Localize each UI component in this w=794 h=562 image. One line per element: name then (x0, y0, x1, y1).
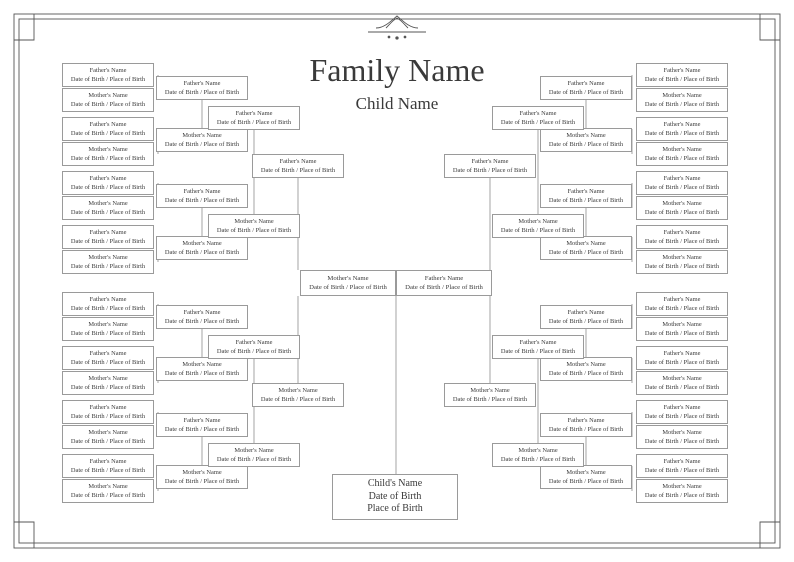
father-name-label: Father's Name (567, 417, 605, 424)
father-name-label: Father's Name (663, 404, 701, 411)
father-name-label: Father's Name (89, 175, 127, 182)
mother-box (636, 317, 728, 341)
child-box-name: Child's Name (367, 478, 423, 490)
birth-label: Date of Birth / Place of Birth (70, 438, 146, 445)
child-box-birth-place: Place of Birth (367, 503, 423, 515)
birth-label: Date of Birth / Place of Birth (644, 305, 720, 312)
mother-box (636, 250, 728, 274)
birth-label: Date of Birth / Place of Birth (216, 348, 292, 355)
mother-name-label: Mother's Name (327, 275, 369, 282)
mother-box (636, 425, 728, 449)
mother-box (156, 236, 248, 260)
father-box (636, 400, 728, 424)
mother-box (156, 465, 248, 489)
father-box (62, 454, 154, 478)
mother-name-label: Mother's Name (470, 387, 510, 394)
birth-label: Date of Birth / Place of Birth (548, 249, 624, 256)
mother-name-label: Mother's Name (182, 469, 222, 476)
mother-name-label: Mother's Name (88, 200, 128, 207)
father-name-label: Father's Name (89, 458, 127, 465)
mother-name-label: Mother's Name (182, 361, 222, 368)
mother-name-label: Mother's Name (88, 254, 128, 261)
birth-label: Date of Birth / Place of Birth (164, 318, 240, 325)
mother-box (156, 128, 248, 152)
birth-label: Date of Birth / Place of Birth (548, 197, 624, 204)
mother-name-label: Mother's Name (518, 447, 558, 454)
father-box (396, 270, 492, 296)
father-box (62, 63, 154, 87)
birth-label: Date of Birth / Place of Birth (70, 359, 146, 366)
mother-box (636, 371, 728, 395)
birth-label: Date of Birth / Place of Birth (70, 263, 146, 270)
child-box (332, 474, 458, 520)
father-name-label: Father's Name (567, 80, 605, 87)
mother-name-label: Mother's Name (662, 146, 702, 153)
birth-label: Date of Birth / Place of Birth (309, 284, 387, 291)
mother-name-label: Mother's Name (662, 92, 702, 99)
father-name-label: Father's Name (279, 158, 317, 165)
birth-label: Date of Birth / Place of Birth (644, 238, 720, 245)
father-box (208, 335, 300, 359)
father-name-label: Father's Name (471, 158, 509, 165)
father-name-label: Father's Name (663, 229, 701, 236)
mother-name-label: Mother's Name (566, 132, 606, 139)
mother-name-label: Mother's Name (88, 375, 128, 382)
birth-label: Date of Birth / Place of Birth (164, 426, 240, 433)
father-box (636, 117, 728, 141)
father-box (636, 292, 728, 316)
father-name-label: Father's Name (235, 339, 273, 346)
birth-label: Date of Birth / Place of Birth (70, 330, 146, 337)
birth-label: Date of Birth / Place of Birth (644, 359, 720, 366)
mother-name-label: Mother's Name (518, 218, 558, 225)
birth-label: Date of Birth / Place of Birth (500, 119, 576, 126)
father-name-label: Father's Name (519, 110, 557, 117)
mother-name-label: Mother's Name (566, 469, 606, 476)
father-box (62, 225, 154, 249)
mother-name-label: Mother's Name (662, 375, 702, 382)
father-box (492, 335, 584, 359)
birth-label: Date of Birth / Place of Birth (548, 318, 624, 325)
father-box (636, 454, 728, 478)
birth-label: Date of Birth / Place of Birth (70, 130, 146, 137)
father-name-label: Father's Name (567, 188, 605, 195)
father-name-label: Father's Name (89, 121, 127, 128)
father-box (62, 171, 154, 195)
father-name-label: Father's Name (567, 309, 605, 316)
father-box (156, 76, 248, 100)
birth-label: Date of Birth / Place of Birth (644, 384, 720, 391)
mother-name-label: Mother's Name (566, 361, 606, 368)
birth-label: Date of Birth / Place of Birth (548, 89, 624, 96)
mother-box (62, 479, 154, 503)
mother-name-label: Mother's Name (662, 429, 702, 436)
father-box (492, 106, 584, 130)
birth-label: Date of Birth / Place of Birth (70, 413, 146, 420)
birth-label: Date of Birth / Place of Birth (500, 456, 576, 463)
birth-label: Date of Birth / Place of Birth (644, 209, 720, 216)
mother-box (62, 317, 154, 341)
father-name-label: Father's Name (663, 175, 701, 182)
mother-name-label: Mother's Name (88, 483, 128, 490)
mother-box (252, 383, 344, 407)
mother-box (208, 214, 300, 238)
birth-label: Date of Birth / Place of Birth (216, 227, 292, 234)
birth-label: Date of Birth / Place of Birth (548, 426, 624, 433)
birth-label: Date of Birth / Place of Birth (452, 167, 528, 174)
birth-label: Date of Birth / Place of Birth (500, 227, 576, 234)
father-box (156, 184, 248, 208)
mother-box (62, 88, 154, 112)
father-box (540, 76, 632, 100)
father-name-label: Father's Name (663, 67, 701, 74)
birth-label: Date of Birth / Place of Birth (70, 492, 146, 499)
birth-label: Date of Birth / Place of Birth (164, 370, 240, 377)
mother-box (62, 425, 154, 449)
birth-label: Date of Birth / Place of Birth (70, 155, 146, 162)
mother-name-label: Mother's Name (88, 321, 128, 328)
mother-name-label: Mother's Name (566, 240, 606, 247)
father-name-label: Father's Name (183, 188, 221, 195)
father-name-label: Father's Name (183, 309, 221, 316)
birth-label: Date of Birth / Place of Birth (548, 370, 624, 377)
mother-box (62, 250, 154, 274)
birth-label: Date of Birth / Place of Birth (216, 119, 292, 126)
father-name-label: Father's Name (89, 229, 127, 236)
birth-label: Date of Birth / Place of Birth (70, 305, 146, 312)
birth-label: Date of Birth / Place of Birth (70, 101, 146, 108)
mother-box (540, 236, 632, 260)
birth-label: Date of Birth / Place of Birth (644, 467, 720, 474)
birth-label: Date of Birth / Place of Birth (644, 330, 720, 337)
birth-label: Date of Birth / Place of Birth (164, 249, 240, 256)
father-box (636, 171, 728, 195)
father-name-label: Father's Name (183, 417, 221, 424)
mother-box (540, 465, 632, 489)
birth-label: Date of Birth / Place of Birth (70, 184, 146, 191)
father-box (156, 413, 248, 437)
father-name-label: Father's Name (89, 296, 127, 303)
birth-label: Date of Birth / Place of Birth (70, 76, 146, 83)
father-box (636, 346, 728, 370)
birth-label: Date of Birth / Place of Birth (70, 238, 146, 245)
father-box (636, 225, 728, 249)
mother-box (540, 357, 632, 381)
mother-name-label: Mother's Name (88, 92, 128, 99)
birth-label: Date of Birth / Place of Birth (644, 155, 720, 162)
birth-label: Date of Birth / Place of Birth (260, 396, 336, 403)
birth-label: Date of Birth / Place of Birth (70, 209, 146, 216)
birth-label: Date of Birth / Place of Birth (70, 467, 146, 474)
birth-label: Date of Birth / Place of Birth (548, 141, 624, 148)
birth-label: Date of Birth / Place of Birth (644, 130, 720, 137)
birth-label: Date of Birth / Place of Birth (644, 76, 720, 83)
mother-name-label: Mother's Name (88, 429, 128, 436)
mother-name-label: Mother's Name (234, 447, 274, 454)
mother-box (636, 479, 728, 503)
birth-label: Date of Birth / Place of Birth (644, 101, 720, 108)
father-name-label: Father's Name (183, 80, 221, 87)
mother-box (636, 88, 728, 112)
mother-box (636, 142, 728, 166)
father-box (540, 184, 632, 208)
birth-label: Date of Birth / Place of Birth (644, 413, 720, 420)
birth-label: Date of Birth / Place of Birth (644, 492, 720, 499)
father-name-label: Father's Name (89, 67, 127, 74)
birth-label: Date of Birth / Place of Birth (500, 348, 576, 355)
mother-box (62, 196, 154, 220)
mother-box (636, 196, 728, 220)
father-name-label: Father's Name (89, 404, 127, 411)
father-name-label: Father's Name (663, 121, 701, 128)
mother-box (492, 443, 584, 467)
mother-name-label: Mother's Name (182, 132, 222, 139)
mother-name-label: Mother's Name (662, 321, 702, 328)
father-box (62, 346, 154, 370)
birth-label: Date of Birth / Place of Birth (164, 141, 240, 148)
child-box-birth-date: Date of Birth (368, 490, 422, 502)
birth-label: Date of Birth / Place of Birth (164, 478, 240, 485)
father-name-label: Father's Name (89, 350, 127, 357)
child-name-subtitle: Child Name (355, 94, 439, 113)
mother-name-label: Mother's Name (662, 200, 702, 207)
father-name-label: Father's Name (519, 339, 557, 346)
mother-box (156, 357, 248, 381)
mother-box (444, 383, 536, 407)
mother-box (62, 142, 154, 166)
father-box (540, 305, 632, 329)
father-name-label: Father's Name (663, 458, 701, 465)
mother-name-label: Mother's Name (278, 387, 318, 394)
father-box (62, 117, 154, 141)
mother-name-label: Mother's Name (182, 240, 222, 247)
mother-name-label: Mother's Name (662, 254, 702, 261)
birth-label: Date of Birth / Place of Birth (70, 384, 146, 391)
mother-name-label: Mother's Name (234, 218, 274, 225)
birth-label: Date of Birth / Place of Birth (216, 456, 292, 463)
father-box (636, 63, 728, 87)
father-box (444, 154, 536, 178)
father-name-label: Father's Name (663, 296, 701, 303)
family-name-title: Family Name (309, 52, 485, 88)
father-box (156, 305, 248, 329)
father-name-label: Father's Name (235, 110, 273, 117)
birth-label: Date of Birth / Place of Birth (644, 438, 720, 445)
birth-label: Date of Birth / Place of Birth (644, 184, 720, 191)
mother-box (540, 128, 632, 152)
mother-name-label: Mother's Name (88, 146, 128, 153)
father-name-label: Father's Name (663, 350, 701, 357)
mother-box (62, 371, 154, 395)
birth-label: Date of Birth / Place of Birth (164, 89, 240, 96)
mother-box (300, 270, 396, 296)
mother-name-label: Mother's Name (662, 483, 702, 490)
birth-label: Date of Birth / Place of Birth (452, 396, 528, 403)
birth-label: Date of Birth / Place of Birth (548, 478, 624, 485)
father-box (252, 154, 344, 178)
mother-box (208, 443, 300, 467)
father-box (540, 413, 632, 437)
mother-box (492, 214, 584, 238)
birth-label: Date of Birth / Place of Birth (164, 197, 240, 204)
birth-label: Date of Birth / Place of Birth (405, 284, 483, 291)
father-box (208, 106, 300, 130)
birth-label: Date of Birth / Place of Birth (260, 167, 336, 174)
father-name-label: Father's Name (424, 275, 464, 282)
father-box (62, 292, 154, 316)
birth-label: Date of Birth / Place of Birth (644, 263, 720, 270)
father-box (62, 400, 154, 424)
